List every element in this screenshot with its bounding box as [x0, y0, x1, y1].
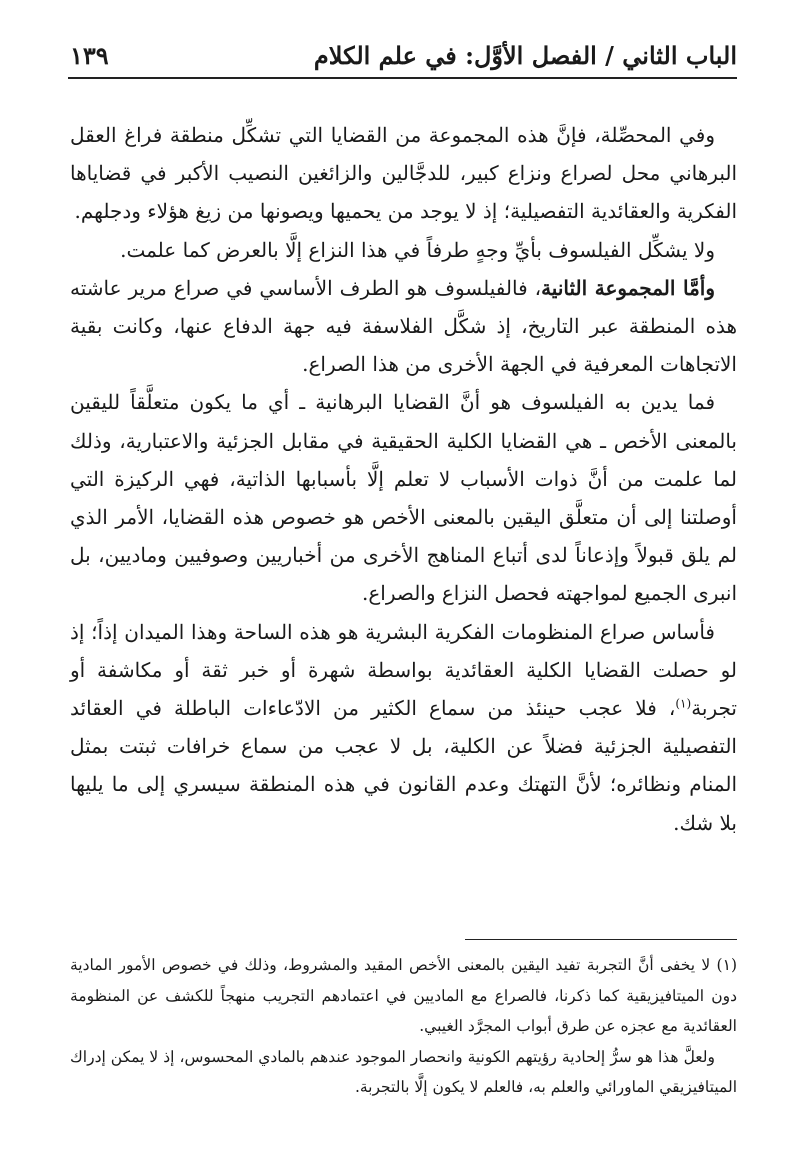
page-number: ١٣٩: [70, 41, 109, 70]
footnotes: [70, 950, 737, 1103]
paragraph-4: فما يدين به الفيلسوف هو أنَّ القضايا البرهانية ـ أي ما يكون متعلَّقاً لليقين بالمعنى الأخص ـ هي القضايا الكلية الحقيقية في مقابل الجزئية والاعتبارية، وذلك لما علمت من أنَّ ذوات الأسباب لا تعلم إلَّا بأسبابها الذاتية، فهي الركيزة التي أوصلتنا إلى أن متعلَّق اليقين بالمعنى الأخص هو خصوص هذه القضايا، الأمر الذي لم يلق قبولاً وإذعاناً لدى أتباع المناهج الأخرى من أخباريين وصوفيين وماديين، بل انبرى الجميع لمواجهته فحصل النزاع والصراع.: [70, 390, 737, 606]
footnote-1: (١) لا يخفى أنَّ التجربة تفيد اليقين بالمعنى الأخص المقيد والمشروط، وذلك في خصوص الأمور المادية دون الميتافيزيقية كما ذكرنا، فالصراع مع الماديين في اعتمادهم التجريب منهجاً للكشف عن المنظومة العقائدية مع عجزه عن طرق أبواب المجرَّد الغيبي.: [70, 956, 737, 1035]
footnote-1-continued: ولعلَّ هذا هو سرُّ إلحادية رؤيتهم الكونية وانحصار الموجود عندهم بالمادي المحسوس، إذ لا يمكن إدراك الميتافيزيقي الماورائي والعلم به، فالعلم لا يكون إلَّا بالتجربة.: [70, 1047, 737, 1096]
paragraph-5-text-b: ، فلا عجب حينئذ من سماع الكثير من الادّعاءات الباطلة في العقائد التفصيلية الجزئية فضلاً عن الكلية، بل لا عجب من سماع خرافات ثبتت بمثل المنام ونظائره؛ لأنَّ التهتك وعدم القانون في هذه المنطقة سيسري إلى ما يليها بلا شك.: [70, 696, 737, 835]
header-rule: [68, 77, 737, 79]
paragraph-2: ولا يشكِّل الفيلسوف بأيِّ وجهٍ طرفاً في هذا النزاع إلَّا بالعرض كما علمت.: [120, 237, 715, 262]
paragraph-3-heading: وأمَّا المجموعة الثانية: [541, 275, 715, 300]
main-text: [70, 116, 737, 842]
page-header: [70, 30, 737, 70]
footnote-separator: [465, 939, 737, 940]
running-title: الباب الثاني / الفصل الأوَّل: في علم الكلام: [313, 41, 737, 70]
paragraph-3: [70, 269, 737, 384]
paragraph-5-text-a: فأساس صراع المنظومات الفكرية البشرية هو هذه الساحة وهذا الميدان إذاً؛ إذ لو حصلت القضايا الكلية العقائدية بواسطة شهرة أو خبر ثقة أو مكاشفة أو تجربة: [70, 619, 737, 721]
paragraph-5: [70, 613, 737, 842]
paragraph-1: وفي المحصِّلة، فإنَّ هذه المجموعة من القضايا التي تشكِّل منطقة فراغ العقل البرهاني محل لصراع ونزاع كبير، للدجَّالين والزائغين النصيب الأكبر في قضاياها الفكرية والعقائدية التفصيلية؛ إذ لا يوجد من يحميها ويصونها من زيغ هؤلاء ودجلهم.: [70, 123, 738, 224]
paragraph-3-text: ، فالفيلسوف هو الطرف الأساسي في صراع مرير عاشته هذه المنطقة عبر التاريخ، إذ شكَّل الفلاسفة فيه جهة الدفاع عنها، وكانت بقية الاتجاهات المعرفية في الجهة الأخرى من هذا الصراع.: [70, 275, 737, 377]
footnote-reference[interactable]: (١): [675, 696, 692, 711]
